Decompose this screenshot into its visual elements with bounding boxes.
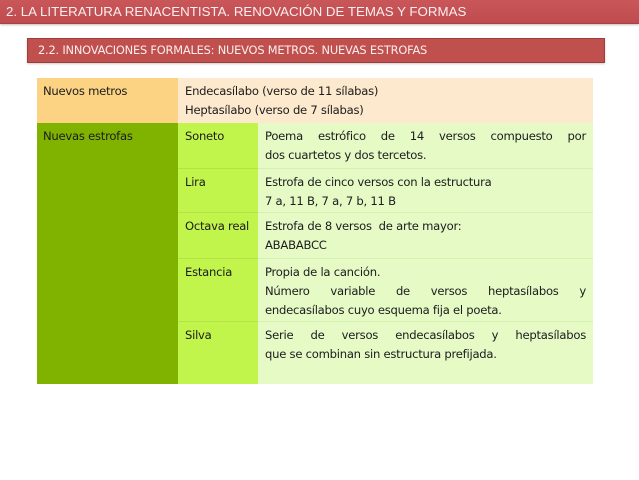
desc-line: endecasílabos cuyo esquema fija el poeta. — [265, 303, 502, 317]
estrofa-desc-soneto — [258, 123, 593, 168]
section-subtitle: 2.2. INNOVACIONES FORMALES: NUEVOS METROS. NUEVAS ESTROFAS — [38, 43, 428, 57]
estrofa-name-estancia — [178, 258, 258, 321]
desc-line: Poema estrófico de 14 versos compuesto por — [265, 129, 586, 143]
estrofa-name: Soneto — [185, 129, 225, 143]
desc-line: Estrofa de 8 versos de arte mayor: — [265, 219, 462, 233]
estrofa-name: Octava real — [185, 219, 250, 233]
desc-line: 7 a, 11 B, 7 a, 7 b, 11 B — [265, 194, 396, 208]
estrofa-name: Lira — [185, 175, 206, 189]
estrofa-name: Silva — [185, 328, 212, 342]
desc-line: ABABABCC — [265, 238, 327, 252]
estrofa-name-soneto — [178, 123, 258, 168]
metros-value-cell — [178, 78, 593, 123]
desc-line: Serie de versos endecasílabos y heptasílabos — [265, 328, 586, 342]
desc-line: que se combinan sin estructura prefijada. — [265, 347, 497, 361]
estrofa-name-lira — [178, 168, 258, 212]
metros-label-cell — [37, 78, 178, 123]
metros-label: Nuevos metros — [43, 84, 128, 98]
metro-heptasilabo: Heptasílabo (verso de 7 sílabas) — [185, 103, 364, 117]
desc-line: Estrofa de cinco versos con la estructura — [265, 175, 492, 189]
estrofas-label: Nuevas estrofas — [43, 129, 133, 143]
metro-endecasilabo: Endecasílabo (verso de 11 sílabas) — [185, 84, 379, 98]
estrofa-name-octava-real — [178, 212, 258, 258]
slide-title: 2. LA LITERATURA RENACENTISTA. RENOVACIÓN DE TEMAS Y FORMAS — [6, 4, 467, 19]
desc-line: Número variable de versos heptasílabos y — [265, 284, 586, 298]
estrofa-desc-estancia — [258, 258, 593, 321]
estrofas-label-cell — [37, 123, 178, 384]
estrofa-desc-lira — [258, 168, 593, 212]
estrofa-name-silva — [178, 321, 258, 384]
desc-line: Propia de la canción. — [265, 265, 381, 279]
section-subtitle-bar — [27, 38, 605, 63]
estrofa-name: Estancia — [185, 265, 233, 279]
desc-line: dos cuartetos y dos tercetos. — [265, 148, 427, 162]
slide-title-bar — [0, 0, 639, 24]
metros-estrofas-table — [37, 78, 593, 384]
estrofa-desc-octava-real — [258, 212, 593, 258]
estrofa-desc-silva — [258, 321, 593, 384]
